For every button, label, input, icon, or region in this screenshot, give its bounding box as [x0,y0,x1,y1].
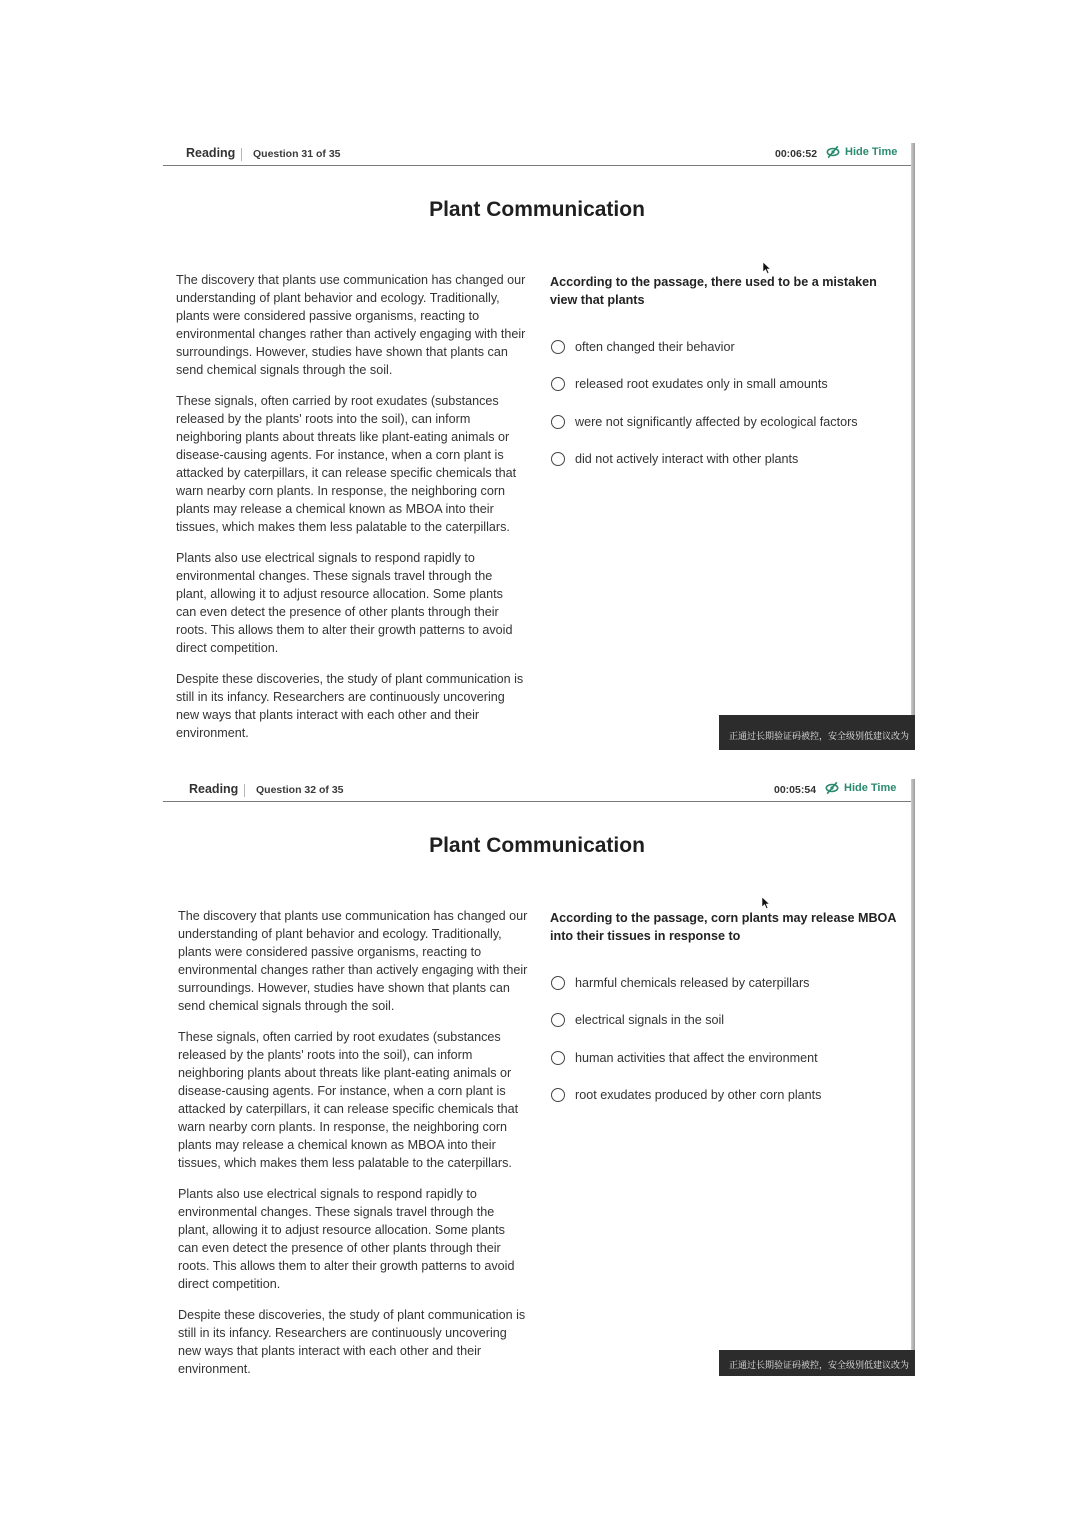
reading-passage [178,907,528,1376]
mouse-cursor-icon [761,896,771,910]
answer-option-2[interactable] [551,1002,901,1040]
top-bar [163,140,911,166]
answer-option-1[interactable] [551,328,901,366]
divider [244,784,245,797]
divider [241,148,242,161]
hide-time-label: Hide Time [845,146,898,158]
option-label: human activities that affect the environment [575,1050,818,1065]
answer-options [551,328,901,478]
answer-option-3[interactable] [551,403,901,441]
passage-paragraph: Despite these discoveries, the study of plant communication is still in its infancy. Researchers are continuously uncovering new ways that plants interact with each other and their environment. [176,672,524,740]
passage-paragraph: These signals, often carried by root exudates (substances released by the plants' roots into the soil), can inform neighboring plants about threats like plant-eating animals or disease-causing agents. For instance, when a corn plant is attacked by caterpillars, it can release specific chemicals that warn nearby corn plants. In response, the neighboring corn plants may release a chemical known as MBOA into their tissues, which makes them less palatable to the caterpillars. [176,394,517,534]
answer-option-2[interactable] [551,366,901,404]
radio-button[interactable] [551,1051,565,1065]
radio-button[interactable] [551,452,565,466]
answer-option-3[interactable] [551,1039,901,1077]
option-label: were not significantly affected by ecological factors [575,414,858,429]
section-label: Reading [189,782,239,796]
radio-button[interactable] [551,1013,565,1027]
option-label: often changed their behavior [575,339,735,354]
option-label: root exudates produced by other corn plants [575,1088,822,1103]
question-stem: According to the passage, there used to be a mistaken view that plants [550,275,877,307]
answer-option-1[interactable] [551,964,901,1002]
answer-option-4[interactable] [551,441,901,479]
passage-paragraph: Plants also use electrical signals to respond rapidly to environmental changes. These signals travel through the plant, allowing it to adjust resource allocation. Some plants can even detect the presence of other plants through their roots. This allows them to alter their growth patterns to avoid direct competition. [176,551,513,655]
answer-option-4[interactable] [551,1077,901,1115]
radio-button[interactable] [551,377,565,391]
section-label: Reading [186,146,236,160]
option-label: released root exudates only in small amounts [575,377,828,392]
answer-options [551,964,901,1114]
notification-text: 正通过长期验证码被控，安全级别低建议改为 [729,1360,910,1370]
notification-overlay [719,1350,915,1376]
notification-overlay [719,715,915,750]
question-counter: Question 31 of 35 [253,148,341,160]
mouse-cursor-icon [762,261,772,275]
passage-title: Plant Communication [429,834,645,857]
timer: 00:06:52 [775,148,818,160]
radio-button[interactable] [551,976,565,990]
passage-title: Plant Communication [429,198,645,221]
hide-time-button[interactable] [825,781,896,795]
passage-paragraph: Despite these discoveries, the study of plant communication is still in its infancy. Researchers are continuously uncovering new ways that plants interact with each other and their environment. [178,1308,526,1376]
passage-paragraph: These signals, often carried by root exudates (substances released by the plants' roots into the soil), can inform neighboring plants about threats like plant-eating animals or disease-causing agents. For instance, when a corn plant is attacked by caterpillars, it can release specific chemicals that warn nearby corn plants. In response, the neighboring corn plants may release a chemical known as MBOA into their tissues, which makes them less palatable to the caterpillars. [178,1030,519,1170]
question-stem: According to the passage, corn plants may release MBOA into their tissues in response to [550,911,896,943]
scrollbar[interactable] [911,143,915,750]
eye-slash-icon [826,145,840,159]
passage-paragraph: Plants also use electrical signals to respond rapidly to environmental changes. These signals travel through the plant, allowing it to adjust resource allocation. Some plants can even detect the presence of other plants through their roots. This allows them to alter their growth patterns to avoid direct competition. [178,1187,515,1291]
scrollbar[interactable] [911,779,915,1376]
radio-button[interactable] [551,415,565,429]
hide-time-label: Hide Time [844,782,897,794]
option-label: harmful chemicals released by caterpillars [575,975,810,990]
timer: 00:05:54 [774,784,817,796]
notification-text: 正通过长期验证码被控，安全级别低建议改为 [729,731,910,741]
radio-button[interactable] [551,1088,565,1102]
reading-passage [176,271,526,750]
test-screen-question-32 [163,776,915,1376]
test-screen-question-31 [163,140,915,750]
radio-button[interactable] [551,340,565,354]
passage-paragraph: The discovery that plants use communication has changed our understanding of plant behavior and ecology. Traditionally, plants were considered passive organisms, reacting to environmental changes rather than actively engaging with their surroundings. However, studies have shown that plants can send chemical signals through the soil. [176,273,526,377]
hide-time-button[interactable] [826,145,897,159]
passage-paragraph: The discovery that plants use communication has changed our understanding of plant behavior and ecology. Traditionally, plants were considered passive organisms, reacting to environmental changes rather than actively engaging with their surroundings. However, studies have shown that plants can send chemical signals through the soil. [178,909,528,1013]
option-label: electrical signals in the soil [575,1013,725,1028]
question-counter: Question 32 of 35 [256,784,344,796]
eye-slash-icon [825,781,839,795]
option-label: did not actively interact with other plants [575,452,799,467]
top-bar [163,776,911,802]
